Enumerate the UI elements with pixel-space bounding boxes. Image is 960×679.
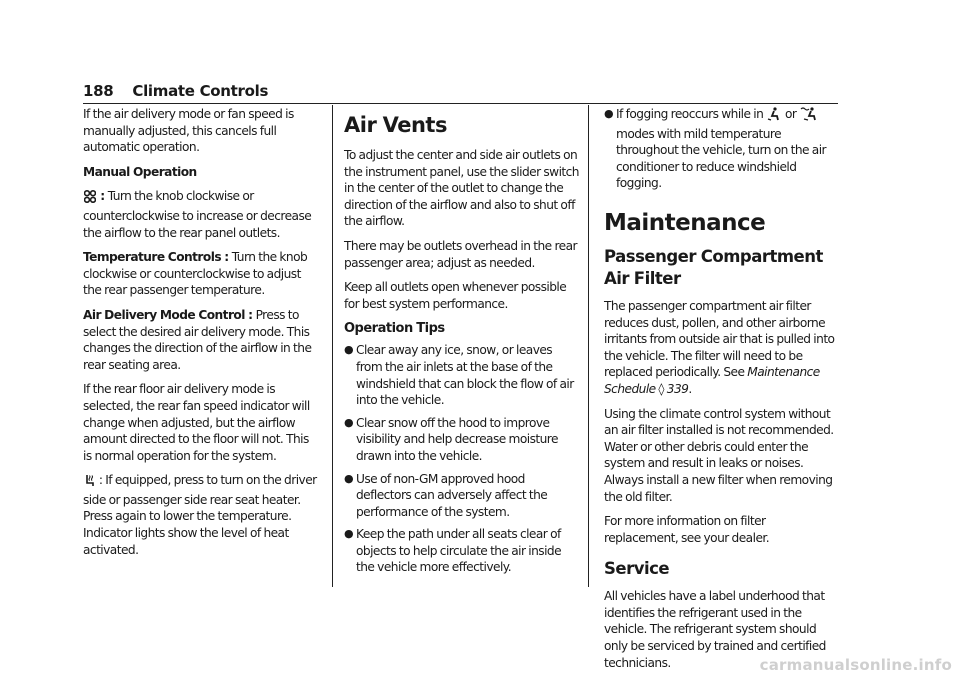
page-reference[interactable]: 339	[666, 381, 689, 396]
air-delivery-text: Press to select the desired air delivery mode. This changes the direction of the airflow in the rear seating area.	[83, 307, 312, 372]
page-header	[83, 82, 268, 100]
right-column	[604, 106, 840, 679]
air-filter-paragraph-3: For more information on filter replacement, see your dealer.	[604, 514, 770, 545]
list-item: ● Clear snow off the hood to improve visibility and help decrease moisture drawn into the vehicle.	[344, 415, 558, 463]
air-filter-heading: Passenger Compartment Air Filter	[604, 246, 823, 288]
seat-heater-paragraph	[83, 472, 318, 558]
maintenance-schedule-link[interactable]: Maintenance Schedule	[604, 365, 820, 396]
site-watermark: carmanualsonline.info	[759, 656, 952, 674]
temperature-label: Temperature Controls :	[83, 250, 232, 265]
auto-cancel-paragraph: If the air delivery mode or fan speed is manually adjusted, this cancels full automatic operation.	[83, 107, 294, 155]
service-heading: Service	[604, 559, 670, 579]
seat-heater-text: : If equipped, press to turn on the driver side or passenger side rear seat heater. Press again to lower the temperature. Indicator lights show the level of heat activated.	[83, 473, 317, 557]
air-vents-paragraph-1: To adjust the center and side air outlets on the instrument panel, use the slider switch in the center of the outlet to change the direction of the airflow and also to shut off the airflow.	[344, 148, 579, 229]
defog-floor-airflow-icon	[800, 107, 818, 126]
air-vents-paragraph-2: There may be outlets overhead in the rear passenger area; adjust as needed.	[344, 238, 577, 270]
column-divider-1	[332, 105, 333, 587]
air-filter-paragraph-2: Using the climate control system without an air filter installed is not recommended. Water or other debris could enter the system and result in leaks or noises. Always install a new filter when removing the old filter.	[604, 406, 834, 504]
fan-icon	[84, 190, 96, 208]
list-item: ● Use of non-GM approved hood deflectors can adversely affect the performance of the system.	[344, 471, 548, 519]
air-vents-title: Air Vents	[344, 113, 447, 137]
heated-seat-icon	[84, 474, 95, 492]
section-title: Climate Controls	[132, 82, 269, 100]
fan-paragraph	[83, 188, 318, 241]
fan-text: Turn the knob clockwise or counterclockwise to increase or decrease the airflow to the rear panel outlets.	[83, 189, 312, 240]
column-divider-2	[588, 105, 589, 587]
fogging-list	[604, 106, 840, 192]
maintenance-title: Maintenance	[604, 209, 766, 236]
temperature-paragraph	[83, 249, 318, 299]
operation-tips-list	[344, 342, 579, 576]
air-vents-paragraph-3: Keep all outlets open whenever possible for best system performance.	[344, 280, 567, 311]
rear-floor-paragraph: If the rear floor air delivery mode is selected, the rear fan speed indicator will change when adjusted, but the airflow amount directed to the floor will not. This is normal operation for the system.	[83, 382, 310, 463]
operation-tips-heading: Operation Tips	[344, 321, 445, 337]
list-item: ● Clear away any ice, snow, or leaves from the air inlets at the base of the windshield that can block the flow of air into the vehicle.	[344, 343, 574, 408]
service-paragraph: All vehicles have a label underhood that identifies the refrigerant used in the vehicle. The refrigerant system should only be serviced by trained and certified technicians.	[604, 589, 826, 670]
air-filter-paragraph-1: The passenger compartment air filter reduces dust, pollen, and other airborne irritants from outside air that is pulled into the vehicle. The filter will need to be replaced periodically. See Maintenance Schedule ◊ 339.	[604, 298, 835, 396]
fan-separator: :	[97, 189, 108, 204]
manual-operation-heading: Manual Operation	[83, 164, 197, 179]
air-delivery-paragraph	[83, 307, 318, 373]
temperature-text: Turn the knob clockwise or counterclockwise to adjust the rear passenger temperature.	[83, 250, 308, 298]
air-delivery-label: Air Delivery Mode Control :	[83, 307, 256, 322]
middle-column	[344, 112, 579, 582]
page-number: 188	[83, 82, 114, 100]
header-rule	[83, 103, 838, 104]
list-item: ● If fogging reoccurs while in or modes with mild temperature throughout the vehicle, turn on the air conditioner to reduce windshield fogging.	[604, 107, 826, 191]
floor-airflow-icon	[767, 107, 781, 126]
list-item: ● Keep the path under all seats clear of objects to help circulate the air inside the vehicle more effectively.	[344, 527, 562, 575]
left-column	[83, 106, 318, 566]
